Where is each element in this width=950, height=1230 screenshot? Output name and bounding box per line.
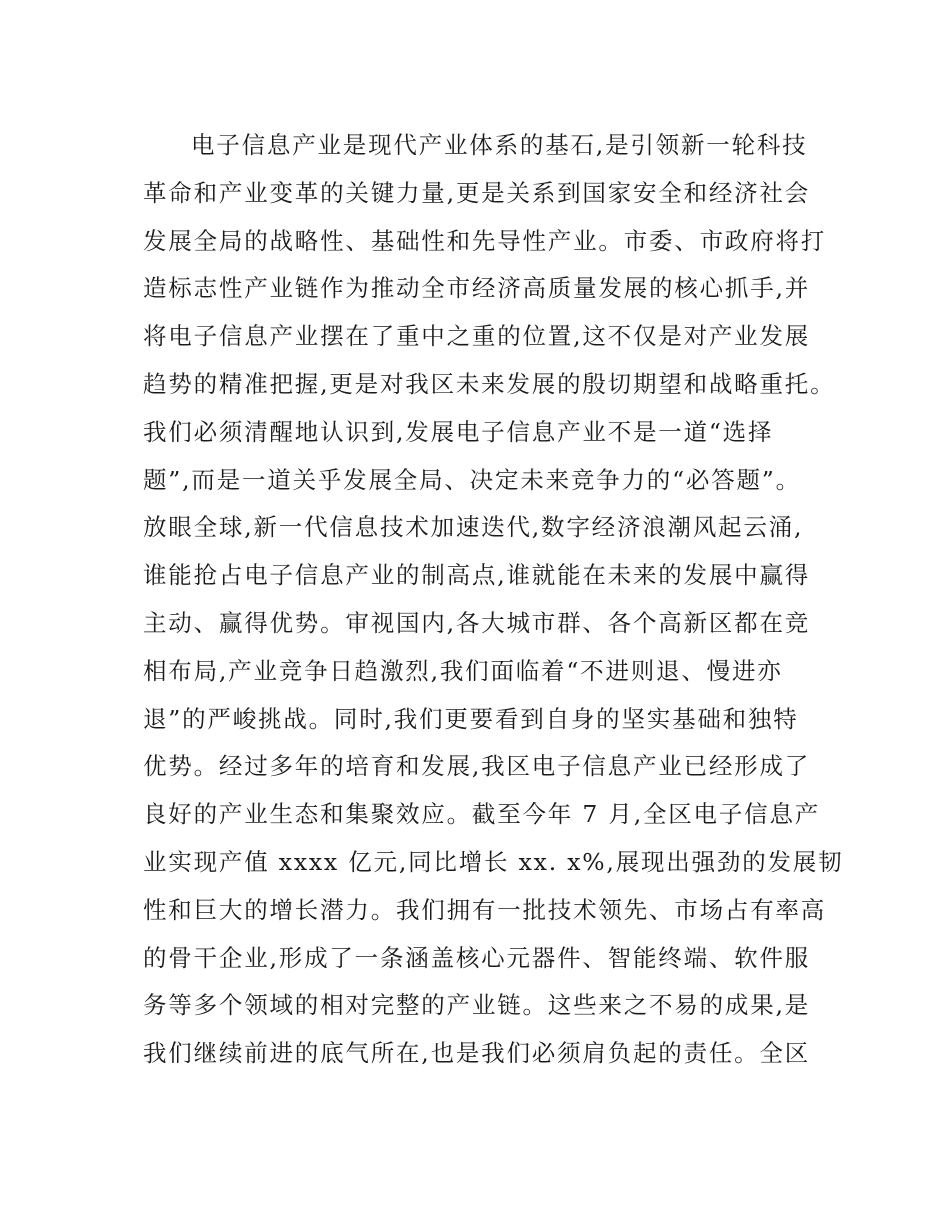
text-line-7: 我们必须清醒地认识到,发展电子信息产业不是一道“选择	[143, 417, 774, 446]
text-line-14: 优势。经过多年的培育和发展,我区电子信息产业已经形成了	[143, 752, 811, 781]
text-line-3: 发展全局的战略性、基础性和先导性产业。市委、市政府将打	[143, 226, 827, 255]
text-line-16: 业实现产值 xxxx 亿元,同比增长 xx. x%,展现出强劲的发展韧	[143, 847, 844, 876]
text-line-19: 务等多个领域的相对完整的产业链。这些来之不易的成果,是	[143, 991, 811, 1020]
text-line-18: 的骨干企业,形成了一条涵盖核心元器件、智能终端、软件服	[143, 943, 811, 972]
text-line-17: 性和巨大的增长潜力。我们拥有一批技术领先、市场占有率高	[143, 895, 827, 924]
body-paragraph	[143, 122, 844, 1078]
text-line-8: 题”,而是一道关乎发展全局、决定未来竞争力的“必答题”。	[143, 465, 801, 494]
text-line-13: 退”的严峻挑战。同时,我们更要看到自身的坚实基础和独特	[143, 704, 799, 733]
text-line-4: 造标志性产业链作为推动全市经济高质量发展的核心抓手,并	[143, 274, 811, 303]
text-line-5: 将电子信息产业摆在了重中之重的位置,这不仅是对产业发展	[143, 322, 811, 351]
text-line-2: 革命和产业变革的关键力量,更是关系到国家安全和经济社会	[143, 178, 811, 207]
text-line-15: 良好的产业生态和集聚效应。截至今年 7 月,全区电子信息产	[143, 800, 821, 829]
text-line-10: 谁能抢占电子信息产业的制高点,谁就能在未来的发展中赢得	[143, 561, 811, 590]
text-line-1: 电子信息产业是现代产业体系的基石,是引领新一轮科技	[191, 131, 808, 159]
text-line-12: 相布局,产业竞争日趋激烈,我们面临着“不进则退、慢进亦	[143, 656, 783, 685]
text-line-20: 我们继续前进的底气所在,也是我们必须肩负起的责任。全区	[143, 1039, 811, 1068]
text-line-11: 主动、赢得优势。审视国内,各大城市群、各个高新区都在竞	[143, 608, 811, 637]
text-line-9: 放眼全球,新一代信息技术加速迭代,数字经济浪潮风起云涌,	[143, 513, 804, 542]
text-line-6: 趋势的精准把握,更是对我区未来发展的殷切期望和战略重托。	[143, 369, 836, 398]
